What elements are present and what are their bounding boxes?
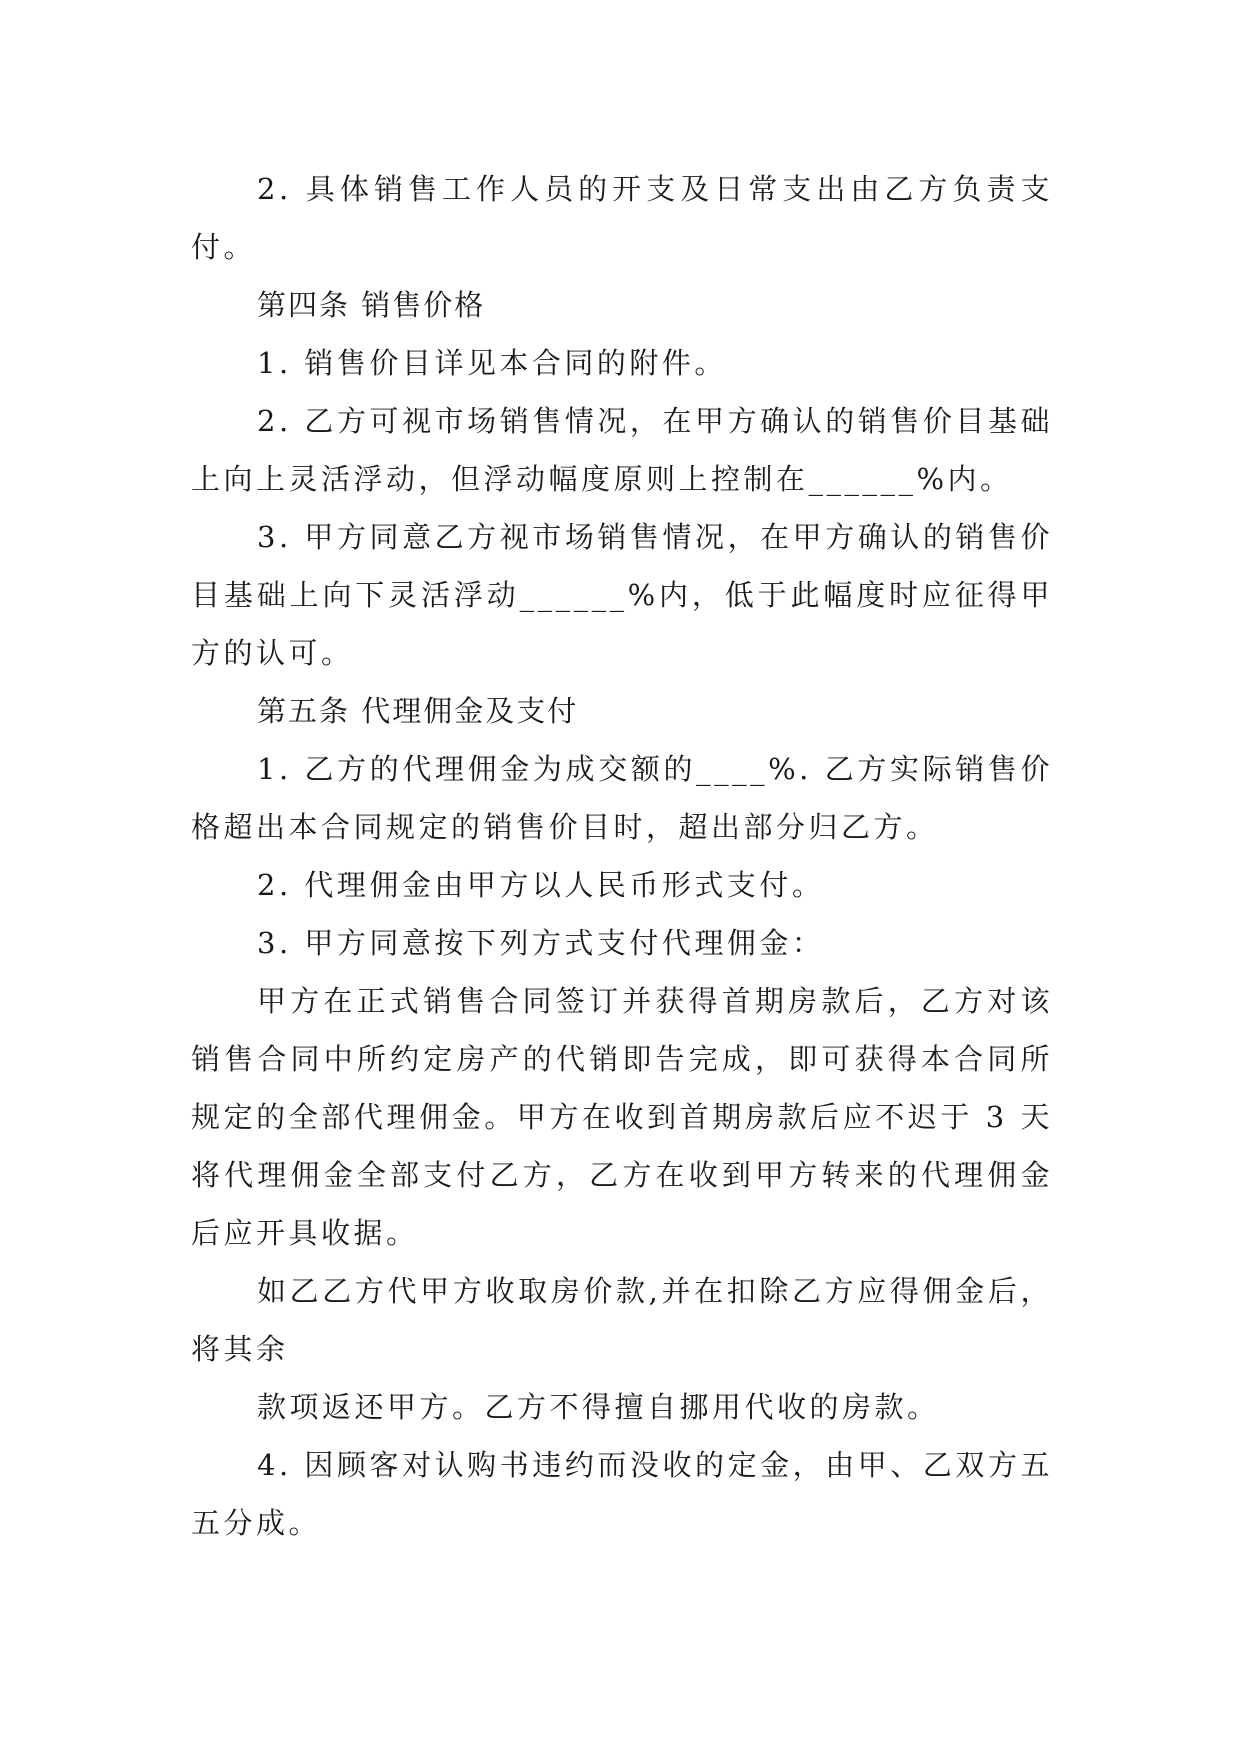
clause-3-item-2: 2. 具体销售工作人员的开支及日常支出由乙方负责支付。 [191, 172, 1053, 264]
clause-5-item-3: 3. 甲方同意按下列方式支付代理佣金： [257, 926, 825, 960]
clause-4-item-3: 3. 甲方同意乙方视市场销售情况，在甲方确认的销售价目基础上向下灵活浮动______%内，低于此幅度时应征得甲方的认可。 [191, 520, 1053, 670]
document-body [191, 160, 1053, 1552]
collection-paragraph-continued: 款项返还甲方。乙方不得擅自挪用代收的房款。 [257, 1390, 940, 1424]
article-5-heading: 第五条 代理佣金及支付 [257, 694, 579, 728]
clause-5-item-2: 2. 代理佣金由甲方以人民币形式支付。 [257, 868, 825, 902]
collection-paragraph: 如乙乙方代甲方收取房价款,并在扣除乙方应得佣金后，将其余 [191, 1274, 1053, 1366]
clause-4-item-1: 1. 销售价目详见本合同的附件。 [257, 346, 727, 380]
clause-5-item-1: 1. 乙方的代理佣金为成交额的____%. 乙方实际销售价格超出本合同规定的销售价目时，超出部分归乙方。 [191, 752, 1053, 844]
clause-4-item-2: 2. 乙方可视市场销售情况，在甲方确认的销售价目基础上向上灵活浮动，但浮动幅度原则上控制在______%内。 [191, 404, 1053, 496]
clause-5-item-4: 4. 因顾客对认购书违约而没收的定金，由甲、乙双方五五分成。 [191, 1448, 1053, 1540]
payment-method-paragraph: 甲方在正式销售合同签订并获得首期房款后，乙方对该销售合同中所约定房产的代销即告完成，即可获得本合同所规定的全部代理佣金。甲方在收到首期房款后应不迟于 3 天将代理佣金全部支付乙方，乙方在收到甲方转来的代理佣金后应开具收据。 [191, 984, 1053, 1250]
article-4-heading: 第四条 销售价格 [257, 288, 486, 322]
